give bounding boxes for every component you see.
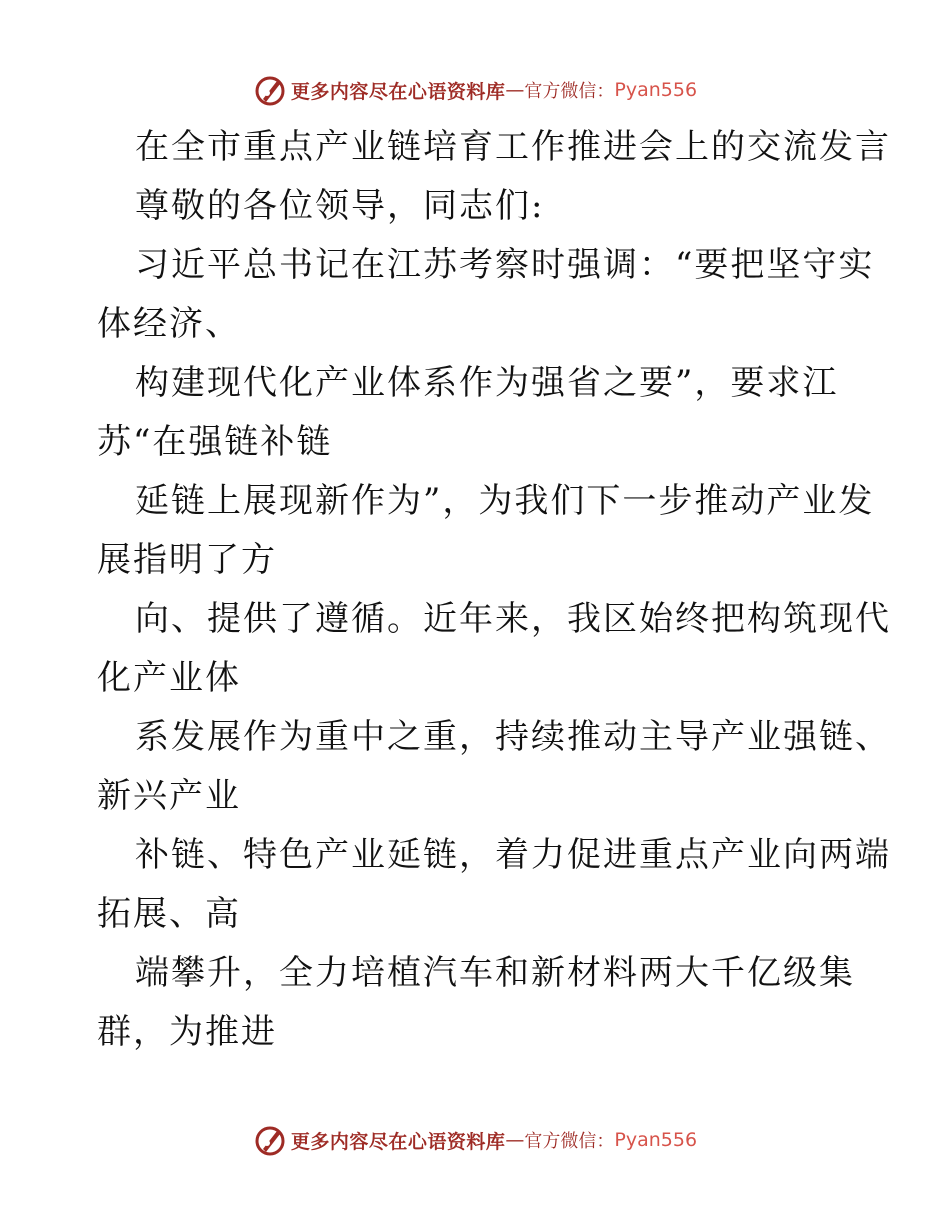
paragraph-line: 延链上展现新作为”，为我们下一步推动产业发 <box>135 481 875 521</box>
paragraph-line: 向、提供了遵循。近年来，我区始终把构筑现代 <box>135 599 891 639</box>
banner-dash: — <box>505 1129 525 1151</box>
paragraph-line: 拓展、高 <box>97 894 241 934</box>
banner-dash: — <box>505 79 525 101</box>
banner-title: 更多内容尽在心语资料库 <box>290 80 506 103</box>
salutation: 尊敬的各位领导，同志们: <box>135 186 545 226</box>
banner-wechat-label: 官方微信： <box>524 1131 615 1152</box>
banner-wechat-label: 官方微信： <box>524 81 615 102</box>
paragraph-line: 展指明了方 <box>97 540 277 580</box>
paragraph-line: 补链、特色产业延链，着力促进重点产业向两端 <box>135 835 891 875</box>
banner-wechat-id: Pyan556 <box>614 1129 698 1151</box>
paragraph-line: 体经济、 <box>97 304 241 344</box>
paragraph-line: 新兴产业 <box>97 776 241 816</box>
paragraph-line: 端攀升，全力培植汽车和新材料两大千亿级集 <box>135 953 855 993</box>
paragraph-line: 系发展作为重中之重，持续推动主导产业强链、 <box>135 717 891 757</box>
header-banner <box>0 70 950 110</box>
paragraph-line: 化产业体 <box>97 658 241 698</box>
banner-title: 更多内容尽在心语资料库 <box>290 1130 506 1153</box>
pen-seal-logo-icon <box>253 1123 287 1157</box>
pen-seal-logo-icon <box>253 73 287 107</box>
document-title: 在全市重点产业链培育工作推进会上的交流发言 <box>135 127 891 167</box>
paragraph-line: 构建现代化产业体系作为强省之要”，要求江 <box>135 363 839 403</box>
document-body <box>97 118 891 1062</box>
banner-wechat-id: Pyan556 <box>614 79 698 101</box>
paragraph-line: 习近平总书记在江苏考察时强调：“要把坚守实 <box>135 245 875 285</box>
paragraph-line: 苏“在强链补链 <box>97 422 333 462</box>
paragraph-line: 群，为推进 <box>97 1012 277 1052</box>
footer-banner <box>0 1120 950 1160</box>
